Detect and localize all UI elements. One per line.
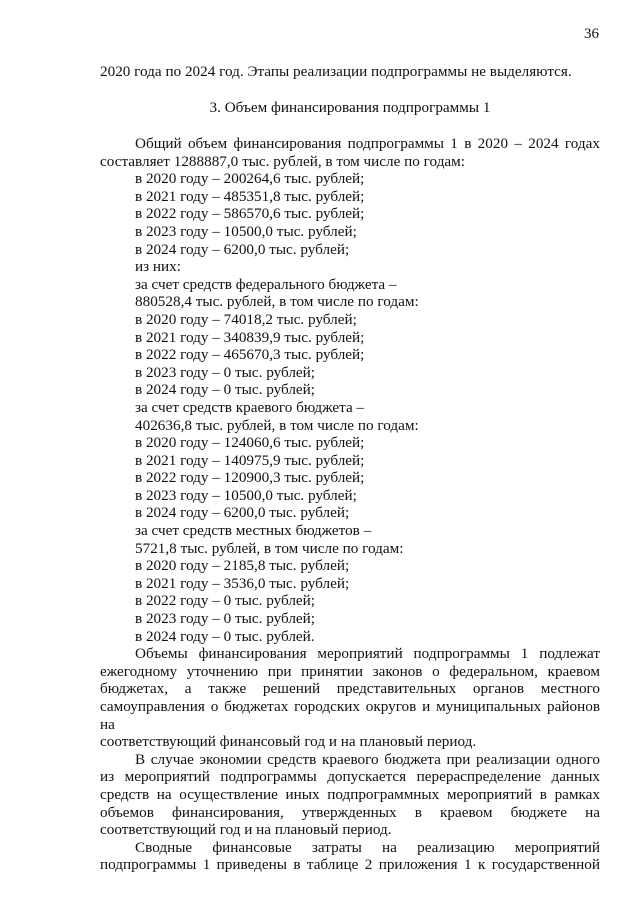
federal-year-2021: в 2021 году – 340839,9 тыс. рублей;: [135, 328, 365, 346]
federal-year-2020: в 2020 году – 74018,2 тыс. рублей;: [135, 310, 357, 328]
federal-year-2022: в 2022 году – 465670,3 тыс. рублей;: [135, 346, 365, 364]
paragraph-1-line-5: соответствующий финансовый год и на плановый период.: [100, 733, 477, 751]
paragraph-2-line-1: В случае экономии средств краевого бюджета при реализации одного: [135, 750, 600, 768]
regional-subtotal: 402636,8 тыс. рублей, в том числе по годам:: [135, 416, 419, 434]
local-year-2024: в 2024 году – 0 тыс. рублей.: [135, 627, 315, 645]
paragraph-3-line-1: Сводные финансовые затраты на реализацию мероприятий: [135, 838, 600, 856]
total-year-2022: в 2022 году – 586570,6 тыс. рублей;: [135, 205, 365, 223]
regional-year-2021: в 2021 году – 140975,9 тыс. рублей;: [135, 451, 365, 469]
paragraph-2-line-4: объемов финансирования, утвержденных в краевом бюджете на: [100, 803, 600, 821]
local-year-2021: в 2021 году – 3536,0 тыс. рублей;: [135, 574, 350, 592]
local-heading: за счет средств местных бюджетов –: [135, 522, 372, 540]
local-year-2022: в 2022 году – 0 тыс. рублей;: [135, 592, 316, 610]
paragraph-2-line-5: соответствующий год и на плановый период.: [100, 821, 392, 839]
intro-line: [100, 63, 600, 81]
regional-year-2022: в 2022 году – 120900,3 тыс. рублей;: [135, 469, 365, 487]
financing-body: [100, 135, 600, 874]
paragraph-3-line-2: подпрограммы 1 приведены в таблице 2 приложения 1 к государственной: [100, 856, 600, 874]
paragraph-1-line-1: Объемы финансирования мероприятий подпрограммы 1 подлежат: [135, 645, 600, 663]
federal-year-2024: в 2024 году – 0 тыс. рублей;: [135, 381, 316, 399]
total-line-2: составляет 1288887,0 тыс. рублей, в том числе по годам:: [100, 152, 465, 170]
total-line-1: Общий объем финансирования подпрограммы 1 в 2020 – 2024 годах: [135, 135, 600, 152]
total-year-2024: в 2024 году – 6200,0 тыс. рублей;: [135, 240, 350, 258]
page-number: 36: [584, 26, 599, 42]
federal-year-2023: в 2023 году – 0 тыс. рублей;: [135, 363, 316, 381]
paragraph-1-line-4: самоуправления о бюджетах городских округов и муниципальных районов на: [100, 698, 600, 733]
local-year-2020: в 2020 году – 2185,8 тыс. рублей;: [135, 557, 350, 575]
regional-year-2023: в 2023 году – 10500,0 тыс. рублей;: [135, 486, 357, 504]
paragraph-2-line-3: средств на осуществление иных подпрограммных мероприятий в рамках: [100, 785, 600, 803]
section-title: 3. Объем финансирования подпрограммы 1: [209, 99, 491, 116]
of-them-label: из них:: [135, 258, 181, 276]
regional-year-2020: в 2020 году – 124060,6 тыс. рублей;: [135, 434, 365, 452]
paragraph-1-line-3: бюджетах, а также решений представительных органов местного: [100, 680, 600, 698]
local-subtotal: 5721,8 тыс. рублей, в том числе по годам:: [135, 539, 404, 557]
total-year-2023: в 2023 году – 10500,0 тыс. рублей;: [135, 222, 357, 240]
intro-text: 2020 года по 2024 год. Этапы реализации подпрограммы не выделяются.: [100, 63, 572, 80]
total-year-2021: в 2021 году – 485351,8 тыс. рублей;: [135, 187, 365, 205]
local-year-2023: в 2023 году – 0 тыс. рублей;: [135, 610, 316, 628]
federal-heading: за счет средств федерального бюджета –: [135, 275, 397, 293]
total-year-2020: в 2020 году – 200264,6 тыс. рублей;: [135, 170, 365, 188]
paragraph-1-line-2: ежегодному уточнению при принятии законов о федеральном, краевом: [100, 662, 600, 680]
regional-heading: за счет средств краевого бюджета –: [135, 398, 365, 416]
regional-year-2024: в 2024 году – 6200,0 тыс. рублей;: [135, 504, 350, 522]
paragraph-2-line-2: из мероприятий подпрограммы допускается перераспределение данных: [100, 768, 600, 786]
federal-subtotal: 880528,4 тыс. рублей, в том числе по годам:: [135, 293, 419, 311]
section-title-block: [100, 99, 600, 117]
